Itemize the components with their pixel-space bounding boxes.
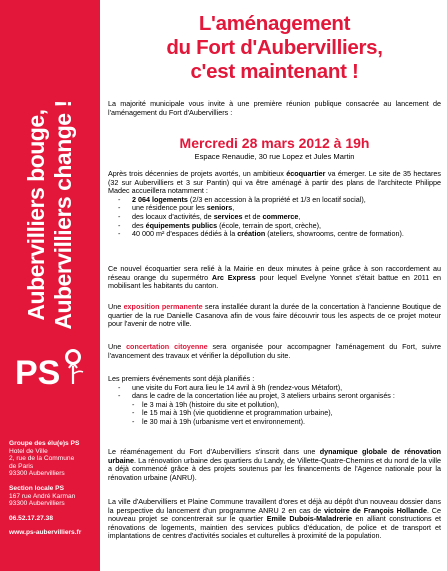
text-span: des <box>132 220 146 230</box>
text-span: écoquartier <box>286 169 326 178</box>
text-span: , <box>232 203 235 213</box>
project-paragraph <box>108 170 441 239</box>
text-span: services <box>213 211 243 221</box>
text-span: équipements publics <box>145 220 218 230</box>
group-line: 2, rue de la Commune <box>9 455 75 463</box>
text-span: (2/3 en accession à la propriété et 1/3 en locatif social), <box>187 194 366 204</box>
text-span: (ateliers, showrooms, centre de formation). <box>265 229 404 239</box>
group-line: 93300 Aubervilliers <box>9 470 65 478</box>
sidebar <box>0 0 100 571</box>
exhibition-paragraph <box>108 303 441 329</box>
meeting-venue: Espace Renaudie, 30 rue Lopez et Jules Martin <box>194 152 355 161</box>
list-item: - dans le cadre de la concertation liée au projet, 3 ateliers urbains seront organisés : <box>118 392 441 401</box>
slogan-line-2: Aubervilliers change ! <box>50 100 76 330</box>
text-span: . La rénovation urbaine des quartiers du Landy, de Villette-Quatre-Chemins et du nord de la ville a déjà commencé grâce à des projets soutenus par les financements de l'Agence nationale pour la rénovation urbaine (ANRU). <box>108 455 441 482</box>
text-span: La ville d'Aubervilliers et Plaine Commune travaillent d'ores et déjà au dépôt d'un nouveau dossier dans la perspective du lancement d'un programme ANRU 2 en cas de <box>108 497 441 515</box>
contact-block <box>9 440 98 537</box>
ps-logo-text: PS <box>15 354 61 390</box>
meeting-date: Mercredi 28 mars 2012 à 19h <box>179 135 370 151</box>
text-span: des locaux d'activités, de <box>132 211 214 221</box>
transport-paragraph <box>108 265 441 291</box>
text-span: victoire de François Hollande <box>324 505 427 515</box>
text-span: exposition permanente <box>123 302 203 311</box>
events-list <box>108 384 441 401</box>
text-span: sera organisée pour accompagner l'aménagement du Fort, suivre l'avancement des travaux et vérifier la dépollution du site. <box>108 342 441 360</box>
ps-logo <box>13 346 87 390</box>
section-line: 167 rue André Karman <box>9 492 76 500</box>
events-paragraph <box>108 375 441 427</box>
list-item: - une visite du Fort aura lieu le 14 avril à 9h (rendez-vous Métafort), <box>118 384 441 393</box>
text-span: commerce <box>262 211 299 221</box>
text-span: Une <box>108 342 127 351</box>
consultation-paragraph <box>108 343 441 360</box>
text-span: seniors <box>206 203 233 213</box>
list-item: - le 3 mai à 19h (histoire du site et pollution), <box>132 401 441 410</box>
group-title: Groupe des élu(e)s PS <box>9 440 80 447</box>
text-span: création <box>237 229 266 239</box>
anru2-paragraph <box>108 498 441 541</box>
title-line-3: c'est maintenant ! <box>190 60 359 83</box>
list-item <box>118 230 441 239</box>
group-line: de Paris <box>9 462 34 470</box>
events-intro: Les premiers événements sont déjà planifiés : <box>108 374 255 383</box>
slogan-line-1: Aubervilliers bouge, <box>23 109 49 321</box>
text-span: . Ce nouveau projet se concentrerait sur le quartier <box>108 505 441 524</box>
intro-paragraph: La majorité municipale vous invite à une première réunion publique consacrée au lancement de l'aménagement du Fort d'Aubervilliers : <box>108 99 441 117</box>
text-span: Arc Express <box>211 272 256 282</box>
text-span: en alliant constructions et rénovations de logements, maintien des services publics d'éducation, de police et de transport et implantations de centres d'activités sociales et culturelles à proximité de la population. <box>108 514 441 541</box>
project-list <box>108 196 441 239</box>
rose-icon <box>65 349 83 384</box>
text-span: 2 064 logements <box>132 194 188 204</box>
text-span: , <box>298 211 301 221</box>
text-span: concertation citoyenne <box>126 342 208 351</box>
renovation-paragraph <box>108 448 441 482</box>
website-link[interactable]: www.ps-aubervilliers.fr <box>9 529 82 537</box>
text-span: Emile Dubois-Maladrerie <box>266 514 353 524</box>
sidebar-slogan <box>23 85 77 345</box>
text-span: 40 000 m² d'espaces dédiés à la <box>132 229 238 239</box>
text-span: pour lequel Evelyne Yonnet s'était battue en 2011 en mobilisant les habitants du canton. <box>108 272 441 291</box>
page-title <box>108 12 441 84</box>
text-span: Le réaménagement du Fort d'Aubervilliers s'inscrit dans une <box>108 447 320 456</box>
group-line: Hotel de Ville <box>9 447 48 455</box>
title-line-1: L'aménagement <box>198 12 351 35</box>
text-span: Ce nouvel écoquartier sera relié à la Mairie en deux minutes à peine grâce à son raccordement au réseau orange du supermétro <box>108 264 441 282</box>
title-line-2: du Fort d'Aubervilliers, <box>166 36 383 59</box>
section-line: 93300 Aubervilliers <box>9 500 65 508</box>
text-span: (école, terrain de sport, crèche), <box>217 220 321 230</box>
text-span: Après trois décennies de projets avortés, un ambitieux <box>108 169 287 178</box>
text-span: dynamique globale de rénovation urbaine <box>108 447 441 465</box>
text-span: Une <box>108 302 124 311</box>
workshops-list <box>108 401 441 427</box>
phone-number: 06.52.17.27.38 <box>9 514 53 522</box>
section-title: Section locale PS <box>9 484 64 492</box>
text-span: une résidence pour les <box>132 203 207 213</box>
text-span: et de <box>242 211 263 221</box>
list-item: - le 15 mai à 19h (vie quotidienne et programmation urbaine), <box>132 409 441 418</box>
list-item: - le 30 mai à 19h (urbanisme vert et environnement). <box>132 418 441 427</box>
text-span: va émerger. Le site de 35 hectares (32 sur Aubervilliers et 3 sur Pantin) qui va être aménagé à partir des plans de l'architecte Philippe Madec accueillera notamment : <box>108 169 441 196</box>
text-span: sera installée durant la durée de la concertation à l'ancienne Boutique de quartier de la rue Danielle Casanova afin de vous faire découvrir tous les aspects de ce projet moteur pour l'avenir de notre ville. <box>108 302 441 329</box>
